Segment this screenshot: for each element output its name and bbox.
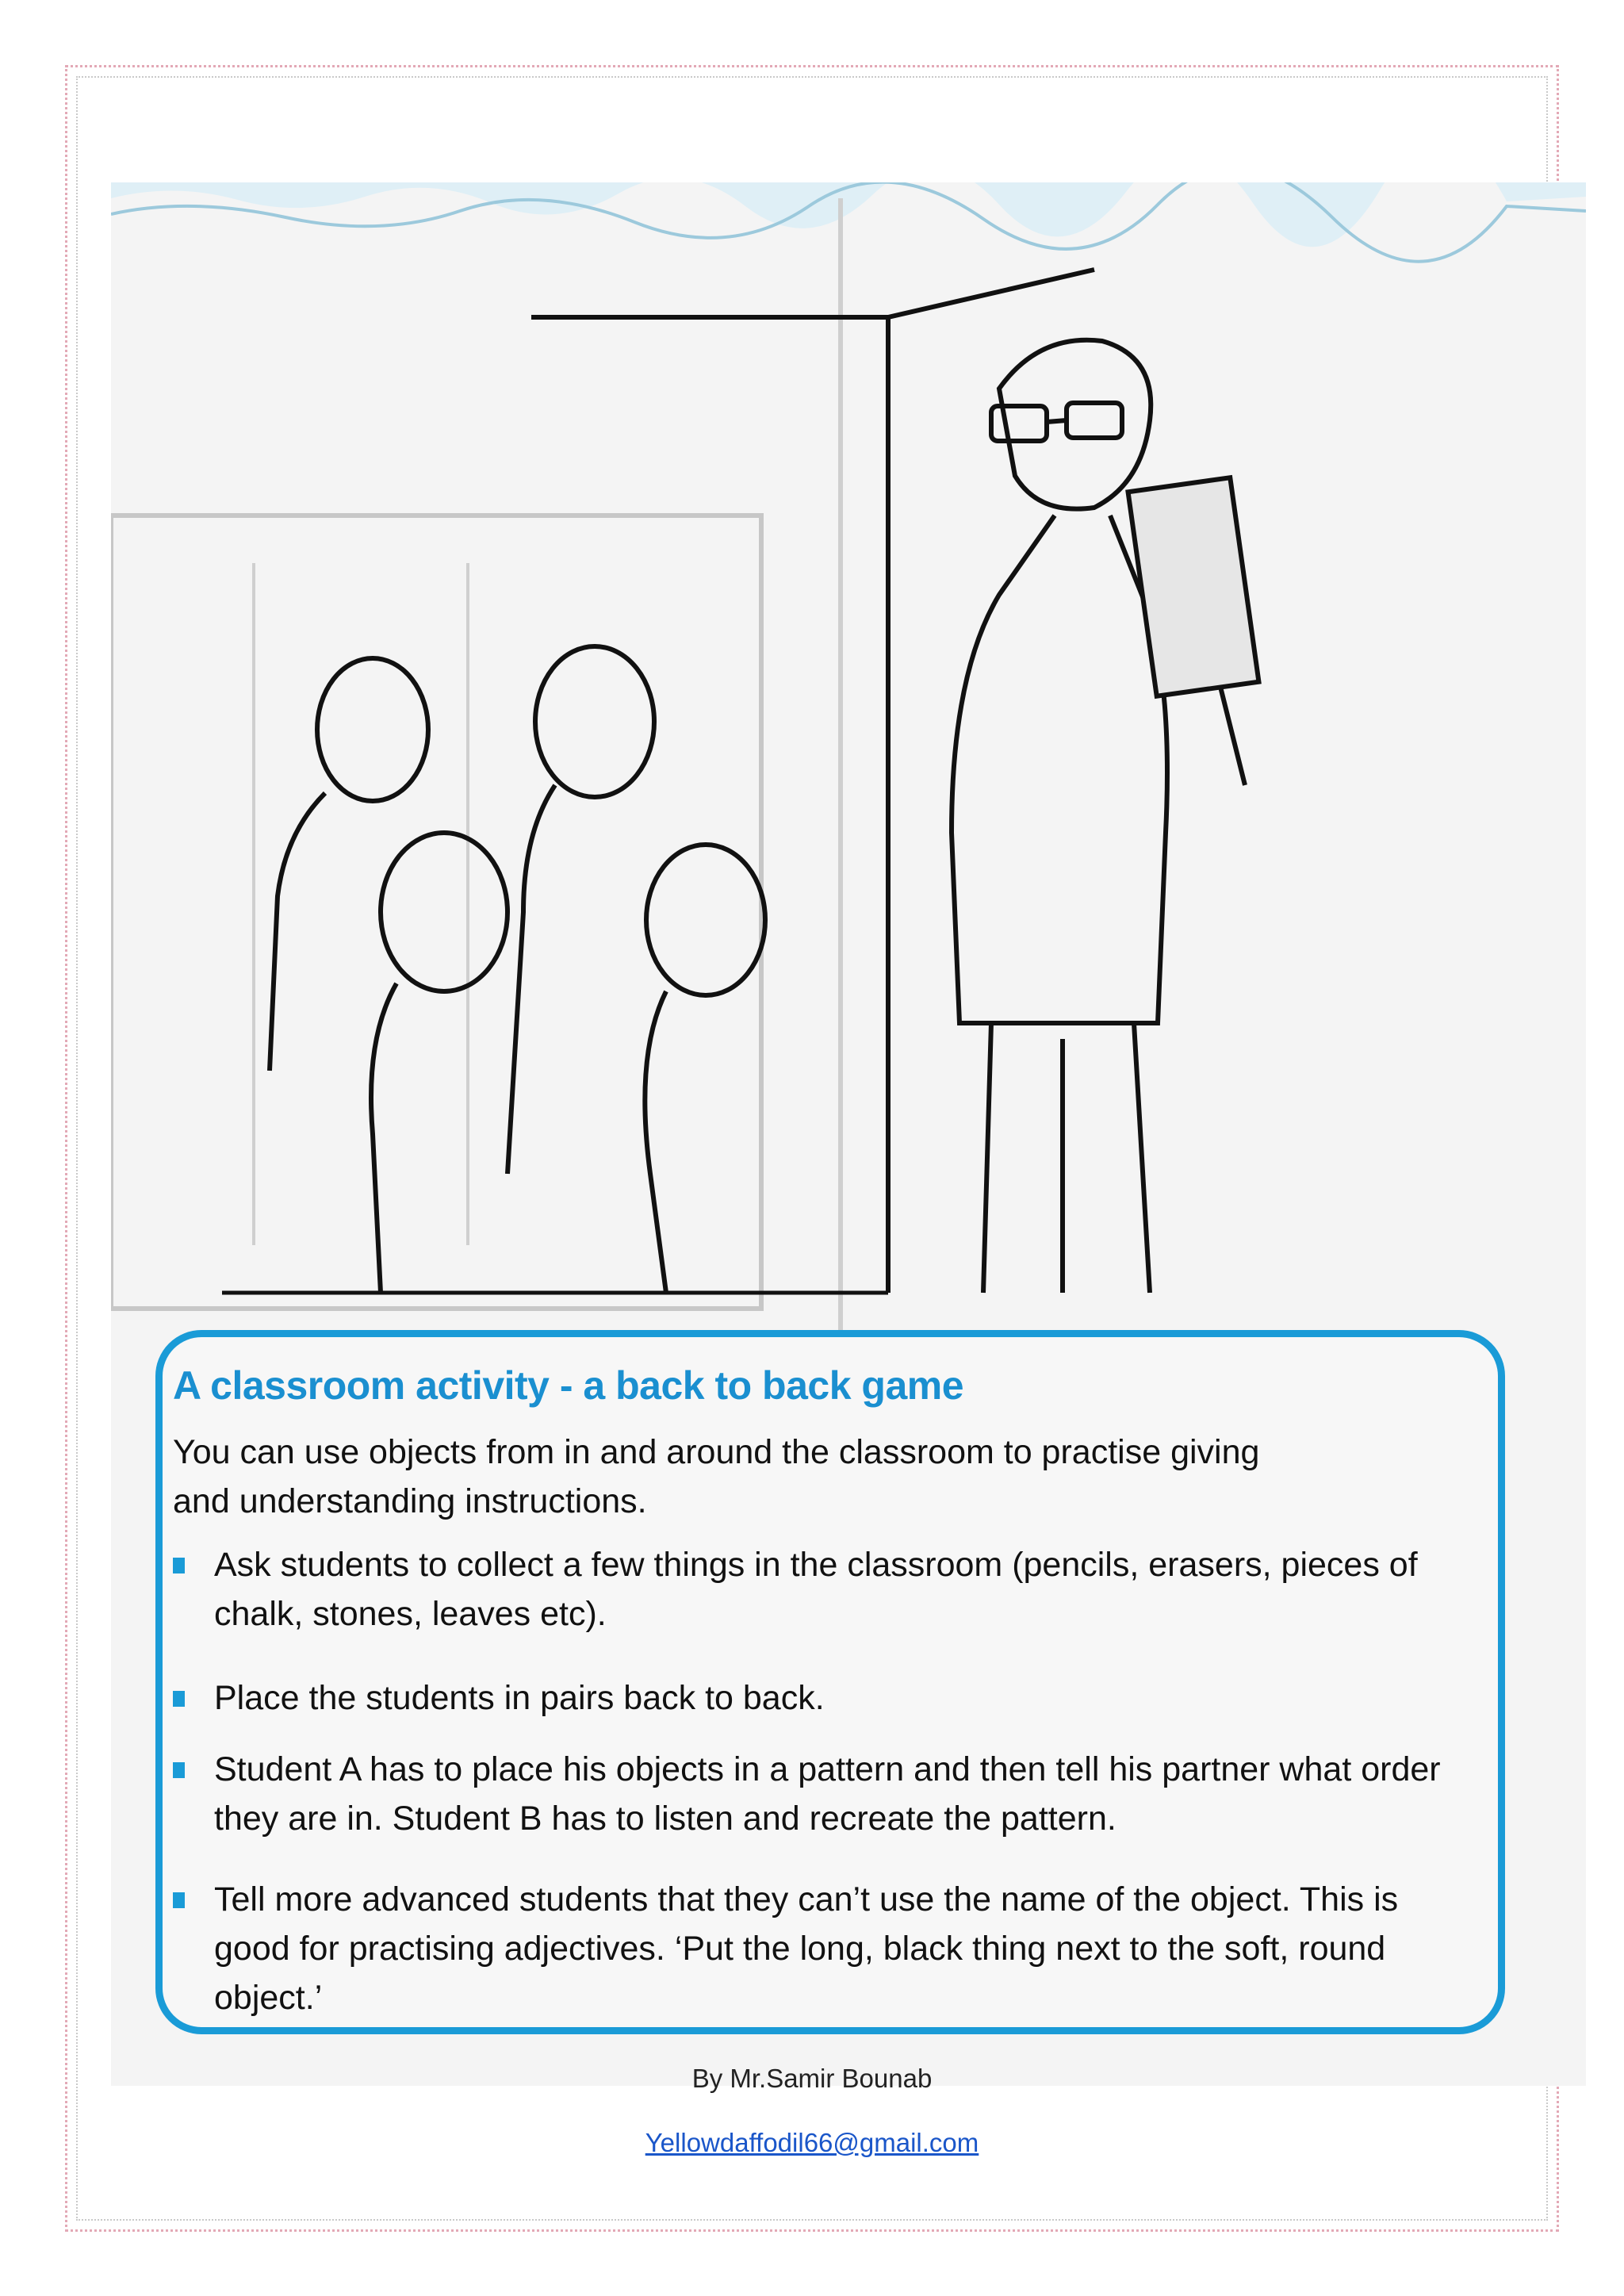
students-figures bbox=[270, 646, 765, 1293]
bullet-square-icon bbox=[173, 1762, 185, 1778]
bullet-text: Ask students to collect a few things in the classroom (pencils, erasers, pieces of chalk, stones, leaves etc). bbox=[214, 1546, 1418, 1633]
held-picture bbox=[1128, 477, 1259, 696]
bullet-text: Student A has to place his objects in a pattern and then tell his partner what order they are in. Student B has to listen and recreate the pattern. bbox=[214, 1750, 1441, 1838]
bullet-square-icon bbox=[173, 1691, 185, 1707]
email-link[interactable]: Yellowdaffodil66@gmail.com bbox=[645, 2128, 979, 2157]
activity-title: A classroom activity - a back to back game bbox=[173, 1363, 964, 1408]
bullet-text: Tell more advanced students that they can’t use the name of the object. This is good for practising adjectives. ‘Put the long, black thing next to the soft, round object.’ bbox=[214, 1880, 1399, 2017]
room-line bbox=[888, 270, 1094, 317]
board-frame bbox=[111, 516, 761, 1309]
bullet-square-icon bbox=[173, 1558, 185, 1573]
bullet-square-icon bbox=[173, 1892, 185, 1908]
illustration-drawing bbox=[111, 182, 1586, 1340]
bullet-text: Place the students in pairs back to back. bbox=[214, 1679, 825, 1717]
torn-edge bbox=[111, 182, 1586, 247]
activity-intro: You can use objects from in and around the classroom to practise giving and understanding instructions. bbox=[173, 1433, 1260, 1520]
author-credit: By Mr.Samir Bounab bbox=[691, 2064, 933, 2093]
